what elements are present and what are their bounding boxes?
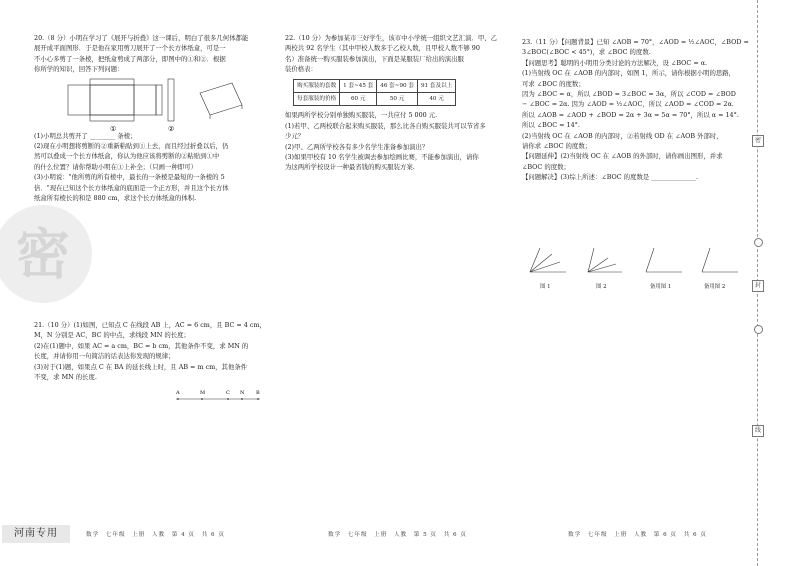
caption-spare1: 备用图 1	[650, 284, 672, 290]
q23-line: (2)当射线 OC 在 ∠AOB 的内部时，②若射线 OD 在 ∠AOB 外部时，	[522, 131, 723, 140]
q22-line: 装价格表：	[285, 65, 317, 74]
footer-page-6: 数学 七年级 上册 人教 第 6 页 共 6 页	[568, 532, 707, 538]
q23-line: 3∠BOC(∠BOC < 45°)，求 ∠BOC 的度数.	[522, 48, 651, 57]
q21-line: 长度，并请你用一句简洁的话表达你发现的规律；	[34, 352, 175, 361]
q21-line: (2)在(1)题中，如果 AC = a cm，BC = b cm，其他条件不变，求 MN 的	[34, 341, 249, 350]
q20-question: 然可以叠成一个长方体纸盒，你认为他应该将剪断的②粘贴到①中	[34, 152, 220, 161]
fig-label-1: ①	[110, 125, 117, 133]
point-label-b: B	[256, 390, 260, 396]
price-table	[293, 79, 456, 107]
table-row	[294, 93, 456, 106]
q22-line: (2)甲、乙两所学校各有多少名学生准备参加演出？	[285, 142, 429, 151]
point-label-c: C	[226, 390, 230, 396]
fig-label-2: ②	[168, 125, 175, 133]
q20-question: (1)小明总共剪开了 ________ 条棱；	[34, 131, 137, 140]
q20-line: 不小心多剪了一条棱，把纸盒剪成了两部分，即图中的①和②．根据	[34, 54, 226, 63]
q20-line: 展开成平面图形．于是他在家用剪刀展开了一个长方体纸盒，可是一	[34, 44, 226, 53]
q22-line: 两校共 92 名学生（其中甲校人数多于乙校人数，且甲校人数不够 90	[285, 44, 480, 53]
q22-line: (1)若甲、乙两校联合起来购买服装，那么比各自购买服装共可以节省多	[285, 121, 486, 130]
q20-line: 20.（8 分）小明在学习了《展开与折叠》这一课后，明白了很多几何体都能	[34, 34, 249, 42]
table-cell: 60 元	[340, 93, 377, 106]
q23-line: 可求 ∠BOC 的度数；	[522, 79, 585, 88]
binding-mark: 封	[752, 280, 764, 292]
table-cell: 46 套~90 套	[377, 79, 418, 92]
q23-line: 因为 ∠BOC = α，所以 ∠BOD = 3∠BOC = 3α，所以 ∠COD = ∠BOD	[522, 90, 736, 99]
q21-line: (3)对于(1)题，如果点 C 在 BA 的延长线上时，且 AB = m cm，其他条件	[34, 362, 248, 371]
binding-mark: 密	[752, 135, 764, 147]
q22-line: 22.（10 分）为参加某市三好学生，该市中小学统一组织文艺汇演．甲、乙	[285, 34, 498, 42]
table-cell: 每套服装的价格	[294, 93, 340, 106]
q22-line: 少元？	[285, 132, 305, 141]
question-23	[522, 37, 750, 183]
q22-line: (3)如果甲校有 10 名学生被调去参加绘画比赛，不能参加演出，请你	[285, 153, 479, 162]
point-label-m: M	[200, 390, 206, 396]
q22-line: 名）准备统一购买服装参加演出，下面是某服装厂给出的演出服	[285, 54, 464, 63]
table-cell: 40 元	[417, 93, 455, 106]
q21-line: M，N 分别是 AC，BC 的中点，求线段 MN 的长度；	[34, 331, 190, 340]
q23-line: (1)当射线 OC 在 ∠AOB 的内部时，如图 1，所示，请你根据小明的思路，	[522, 69, 736, 78]
q23-line: 23.（11 分）【问题背景】已知 ∠AOB = 70°，∠AOD = ½∠AOC，∠BOD =	[522, 38, 749, 46]
q23-line: ∠BOC 的度数；	[522, 162, 570, 171]
region-logo: 河南专用	[2, 525, 70, 543]
binding-mark: 线	[752, 425, 764, 437]
table-cell: 91 套及以上	[417, 79, 455, 92]
table-cell: 1 套~45 套	[340, 79, 377, 92]
q23-line: 【问题解决】(3)综上所述：∠BOC 的度数是 ______________.	[522, 173, 699, 182]
q21-line: 21.（10 分）(1)如图，已知点 C 在线段 AB 上，AC = 6 cm，且 BC = 4 cm，	[34, 321, 266, 329]
table-cell: 购买服装的套数	[294, 79, 340, 92]
q23-line: 【问题思考】聪明的小明用分类讨论的方法解决，设 ∠BOC = α.	[522, 58, 708, 67]
q23-line: 所以 ∠AOB = ∠AOD + ∠BOD = 2α + 3α = 5α = 70°，所以 α = 14°.	[522, 110, 739, 119]
binding-hole	[754, 325, 763, 334]
caption-fig1: 图 1	[540, 284, 551, 290]
caption-spare2: 备用图 2	[704, 284, 726, 290]
footer-page-4: 数学 七年级 上册 人教 第 4 页 共 6 页	[86, 532, 225, 538]
q23-line: 所以 ∠BOC = 14°.	[522, 121, 580, 130]
table-cell: 50 元	[377, 93, 418, 106]
caption-fig2: 图 2	[596, 284, 607, 290]
q20-question: 纸盒所有棱长的和是 880 cm，求这个长方体纸盒的体积.	[34, 194, 197, 203]
point-label-n: N	[240, 390, 245, 396]
q22-line: 为这两所学校设计一种最省钱的购买服装方案.	[285, 163, 415, 172]
q21-line: 不变，求 MN 的长度.	[34, 373, 97, 382]
q23-line: − ∠BOC = 2α. 因为 ∠AOD = ½∠AOC，所以 ∠AOD = ∠COD = 2α.	[522, 100, 734, 109]
q20-line: 你所学的知识，回答下列问题：	[34, 65, 124, 74]
segment-figure	[170, 386, 266, 406]
secret-stamp-watermark: 密	[0, 205, 92, 303]
q23-line: 请你求 ∠BOC 的度数；	[522, 142, 592, 151]
question-21	[34, 320, 266, 382]
binding-hole	[754, 238, 763, 247]
question-22	[285, 33, 505, 173]
q23-line: 【问题延伸】(2)当射线 OC 在 ∠AOB 的外部时，请你画出图形，并求	[522, 152, 723, 161]
footer-page-5: 数学 七年级 上册 人教 第 5 页 共 6 页	[328, 532, 467, 538]
box-net-figure	[60, 75, 260, 135]
table-row	[294, 79, 456, 92]
q20-question: 的什么位置？请你帮助小明在①上补全；（只画一种即可）	[34, 162, 197, 171]
q22-line: 如果两所学校分别单独购买服装，一共应付 5 000 元.	[285, 111, 438, 120]
point-label-a: A	[176, 390, 180, 396]
q20-question: (2)现在小明想将剪断的②重新粘贴到①上去，而且经过折叠以后，仍	[34, 142, 229, 151]
q20-question: 倍．"现在已知这个长方体纸盒的底面是一个正方形，并且这个长方体	[34, 183, 229, 192]
angle-figures	[522, 242, 752, 278]
q20-question: (3)小明说："他所剪的所有棱中，最长的一条棱是最短的一条棱的 5	[34, 173, 225, 182]
